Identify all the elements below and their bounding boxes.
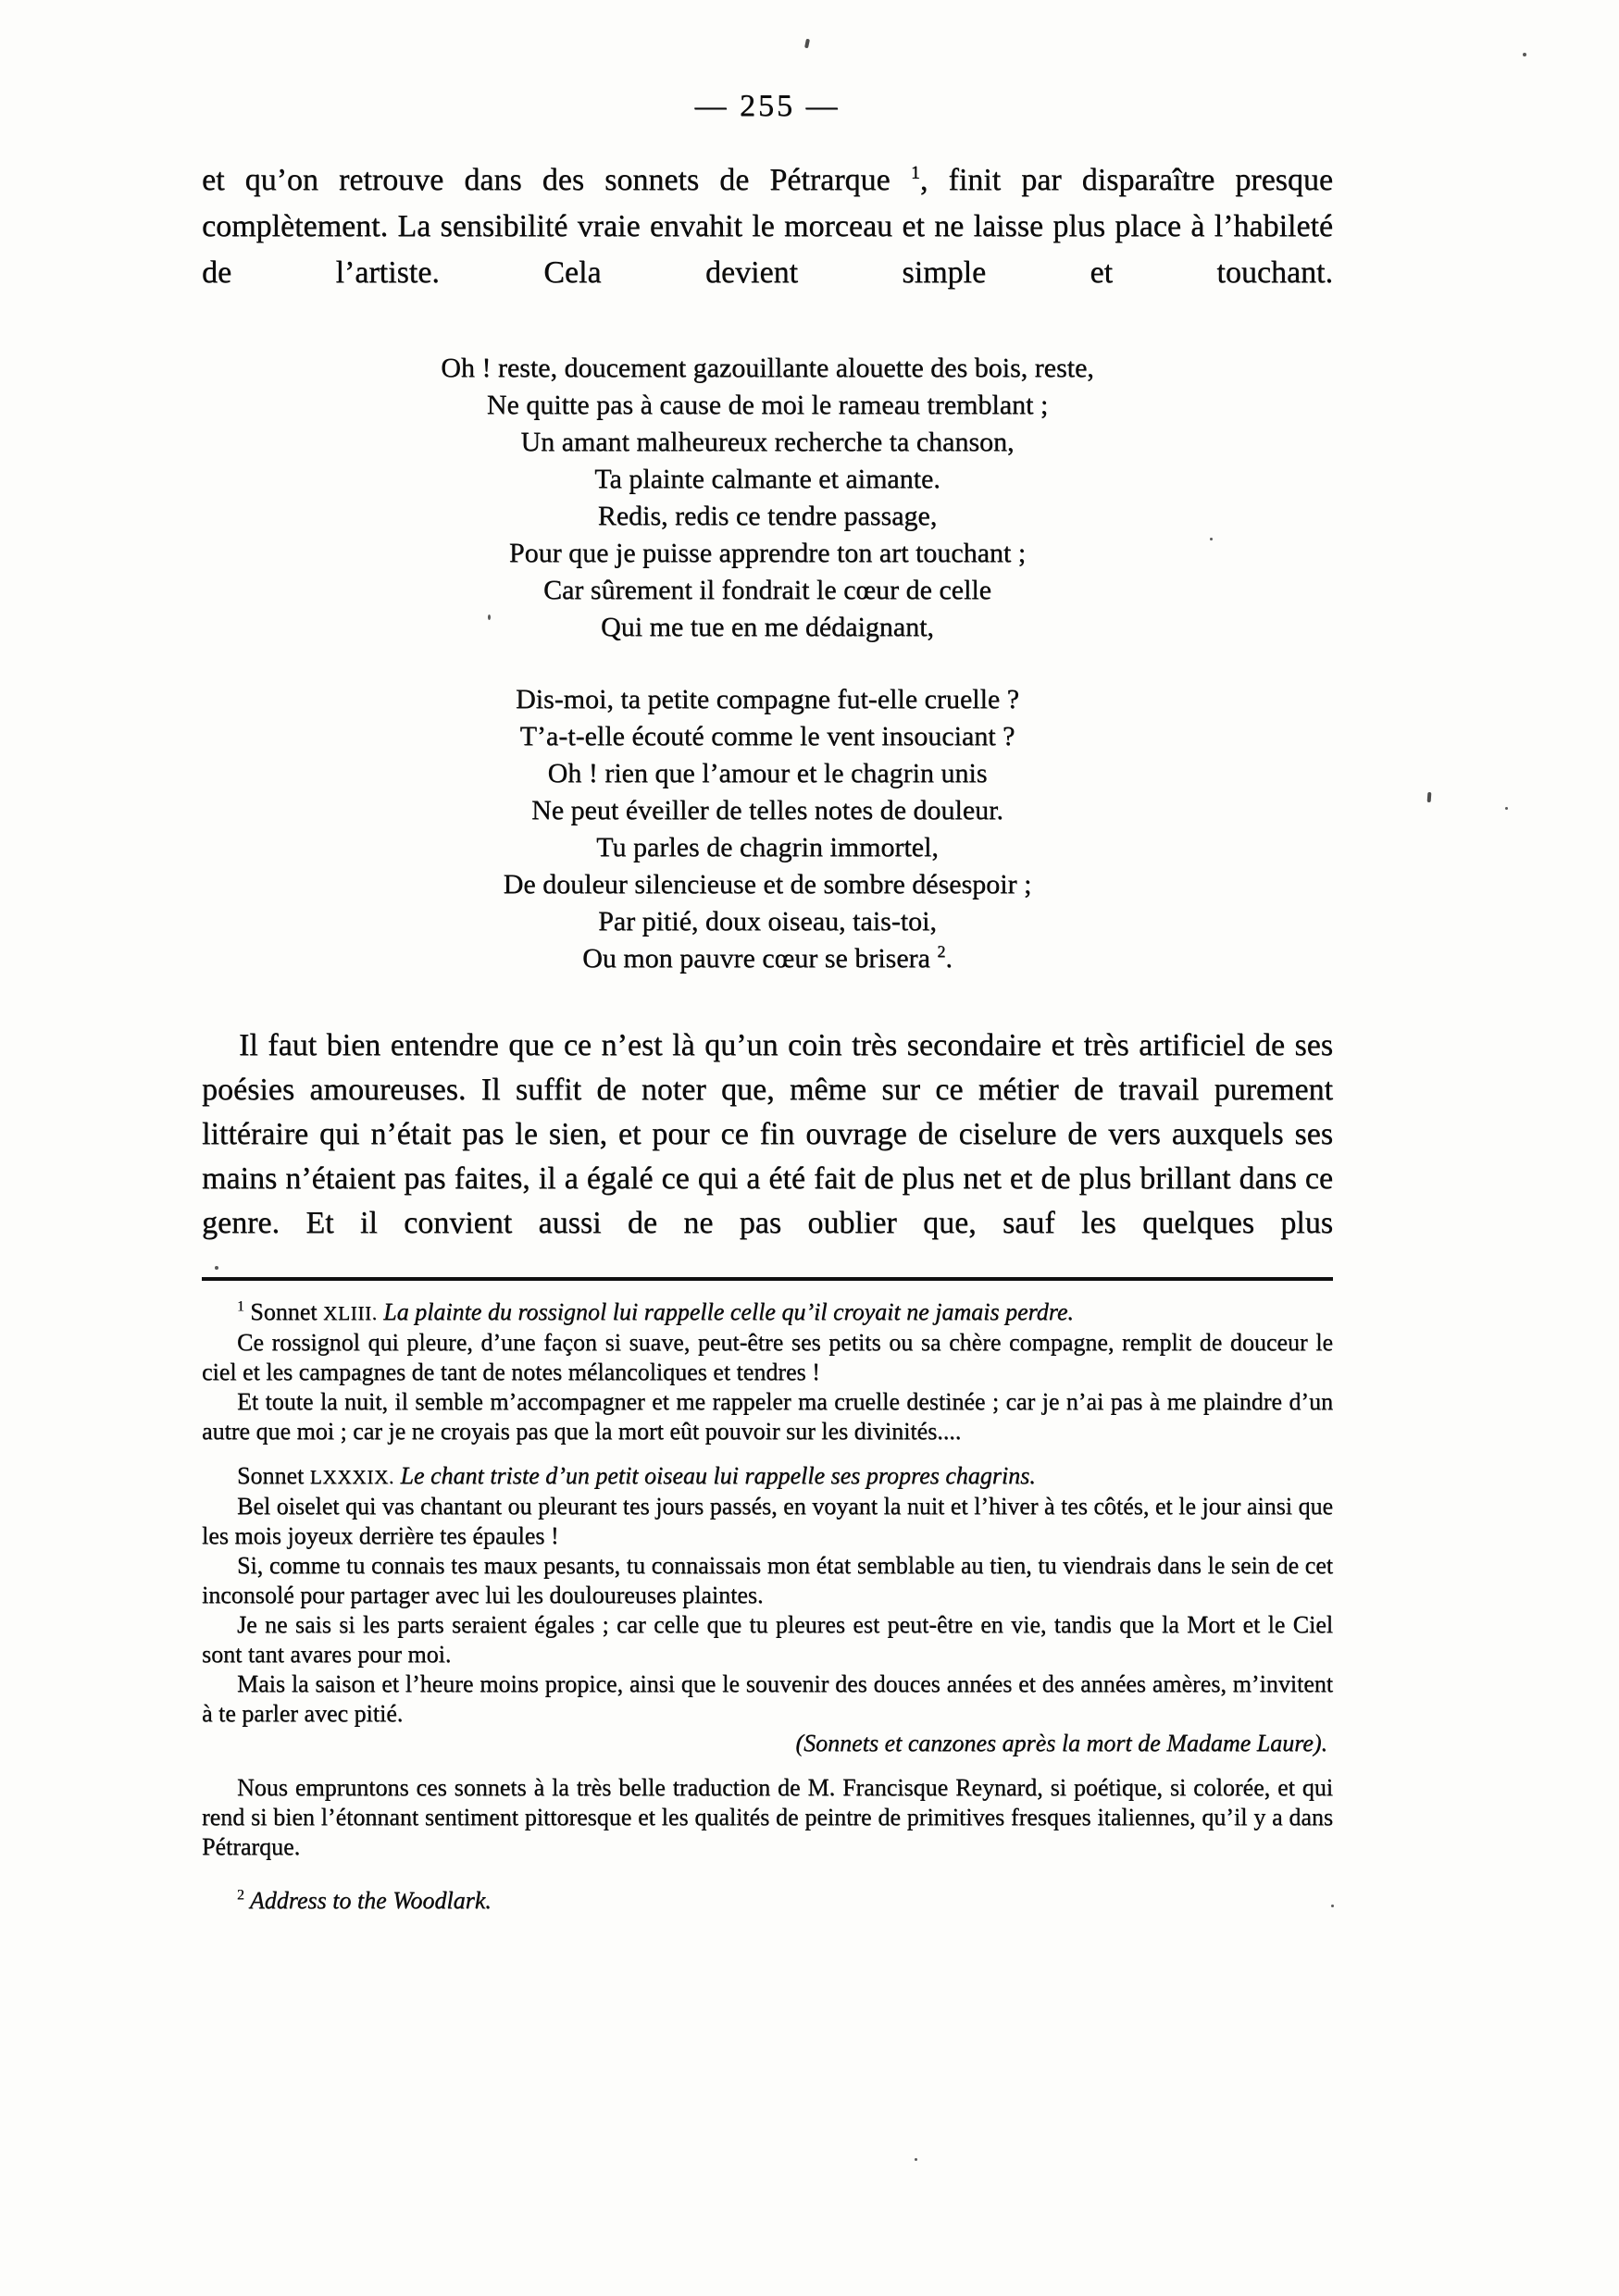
poem-line: Dis-moi, ta petite compagne fut-elle cruelle ? xyxy=(516,684,1019,714)
paragraph-2: Il faut bien entendre que ce n’est là qu’un coin très secondaire et très artificiel de ses poésies amoureuses. Il suffit de noter que, même sur ce métier de travail purement littéraire qui n’était pas le sien, et pour ce fin ouvrage de ciselure de vers auxquels ses mains n’étaient pas faites, il a égalé ce qui a été fait de plus net et de plus brillant dans ce genre. Et il convient aussi de ne pas oublier que, sauf les quelques plus xyxy=(202,1028,1333,1240)
footnote-2-marker: 2 xyxy=(237,1887,244,1904)
poem-line: Oh ! reste, doucement gazouillante alouette des bois, reste, xyxy=(441,353,1094,383)
poem-line: De douleur silencieuse et de sombre désespoir ; xyxy=(503,869,1032,900)
poem-stanza-1 xyxy=(202,350,1333,646)
footnote-1b-paragraph: Si, comme tu connais tes maux pesants, tu connaissais mon état semblable au tien, tu viendrais dans le sein de cet inconsolé pour partager avec lui les douloureuses plaintes. xyxy=(202,1552,1333,1608)
scan-speck xyxy=(1523,53,1526,56)
poem-stanza-2 xyxy=(202,681,1333,977)
scan-speck xyxy=(804,39,810,49)
footnotes-block xyxy=(202,1297,1333,1916)
footnote-1b-label: Sonnet xyxy=(237,1462,310,1489)
scan-speck xyxy=(915,2158,917,2161)
poem-line: Par pitié, doux oiseau, tais-toi, xyxy=(598,906,937,937)
footnote-1b-paragraph: Je ne sais si les parts seraient égales ; car celle que tu pleures est peut-être en vie, tandis que la Mort et le Ciel sont tant avares pour moi. xyxy=(202,1611,1333,1668)
footnote-ref-2: 2 xyxy=(937,942,946,961)
poem-line: Oh ! rien que l’amour et le chagrin unis xyxy=(547,758,988,788)
poem-source-attribution: (Sonnets et canzones après la mort de Madame Laure). xyxy=(795,1730,1327,1756)
footnote-1-numeral: XLIII. xyxy=(323,1302,378,1324)
poem-line: Ta plainte calmante et aimante. xyxy=(594,464,940,494)
footnote-1-paragraph: Et toute la nuit, il semble m’accompagner et me rappeler ma cruelle destinée ; car je n’ai pas à me plaindre d’un autre que moi ; car je ne croyais pas que la mort eût pouvoir sur les divinités.... xyxy=(202,1388,1333,1445)
poem-line-period: . xyxy=(945,943,953,974)
translator-note: Nous empruntons ces sonnets à la très belle traduction de M. Francisque Reynard, si poétique, si colorée, et qui rend si bien l’étonnant sentiment pittoresque et les qualités de peintre de primitives fresques italiennes, qu’il y a dans Pétrarque. xyxy=(202,1774,1333,1860)
poem-quotation xyxy=(202,350,1333,977)
poem-line: Redis, redis ce tendre passage, xyxy=(597,501,938,531)
footnote-1-marker: 1 xyxy=(237,1298,244,1315)
poem-line: Ne quitte pas à cause de moi le rameau tremblant ; xyxy=(486,390,1049,420)
footnote-1-title: La plainte du rossignol lui rappelle celle qu’il croyait ne jamais perdre. xyxy=(377,1298,1074,1325)
footnote-1-heading xyxy=(202,1297,1333,1328)
footnote-1b-heading xyxy=(202,1461,1333,1492)
paragraph-1-text: et qu’on retrouve dans des sonnets de Pétrarque xyxy=(202,163,911,197)
poem-line: Un amant malheureux recherche ta chanson, xyxy=(520,427,1015,457)
poem-line-last xyxy=(202,940,1333,977)
scan-speck xyxy=(1427,792,1432,802)
footnote-2-text: Address to the Woodlark. xyxy=(243,1887,492,1914)
poem-line: Ne peut éveiller de telles notes de douleur. xyxy=(531,795,1003,825)
poem-line: Car sûrement il fondrait le cœur de celle xyxy=(543,575,991,605)
footnote-separator-rule xyxy=(202,1277,1333,1281)
footnote-1b-numeral: LXXXIX. xyxy=(309,1466,394,1488)
page-number: — 255 — xyxy=(694,89,841,123)
footnote-1-label: Sonnet xyxy=(243,1298,324,1325)
poem-line: Tu parles de chagrin immortel, xyxy=(596,832,939,863)
footnote-1-paragraph: Ce rossignol qui pleure, d’une façon si suave, peut-être ses petits ou sa chère compagne, remplit de douceur le ciel et les campagnes de tant de notes mélancoliques et tendres ! xyxy=(202,1329,1333,1385)
paragraph-1-text-cont: , finit par disparaître presque complètement. La sensibilité vraie envahit le morceau et ne laisse plus place à l’habileté de l’artiste. Cela devient simple et touchant. xyxy=(202,163,1334,290)
paragraph-1 xyxy=(202,157,1333,296)
poem-line: T’a-t-elle écouté comme le vent insouciant ? xyxy=(519,721,1015,751)
footnote-1b-paragraph: Bel oiselet qui vas chantant ou pleurant tes jours passés, en voyant la nuit et l’hiver à tes côtés, et le jour ainsi que les mois joyeux derrière tes épaules ! xyxy=(202,1493,1333,1549)
poem-line: Pour que je puisse apprendre ton art touchant ; xyxy=(508,538,1027,568)
poem-line: Qui me tue en me dédaignant, xyxy=(601,612,934,642)
footnote-2 xyxy=(202,1886,1333,1916)
text-column xyxy=(202,89,1333,1916)
poem-line-text: Ou mon pauvre cœur se brisera xyxy=(582,943,938,974)
footnote-ref-1: 1 xyxy=(910,162,920,183)
scan-speck xyxy=(1505,807,1508,810)
footnote-1b-title: Le chant triste d’un petit oiseau lui rappelle ses propres chagrins. xyxy=(393,1462,1036,1489)
footnote-1b-paragraph: Mais la saison et l’heure moins propice, ainsi que le souvenir des douces années et des années amères, m’invitent à te parler avec pitié. xyxy=(202,1670,1333,1727)
